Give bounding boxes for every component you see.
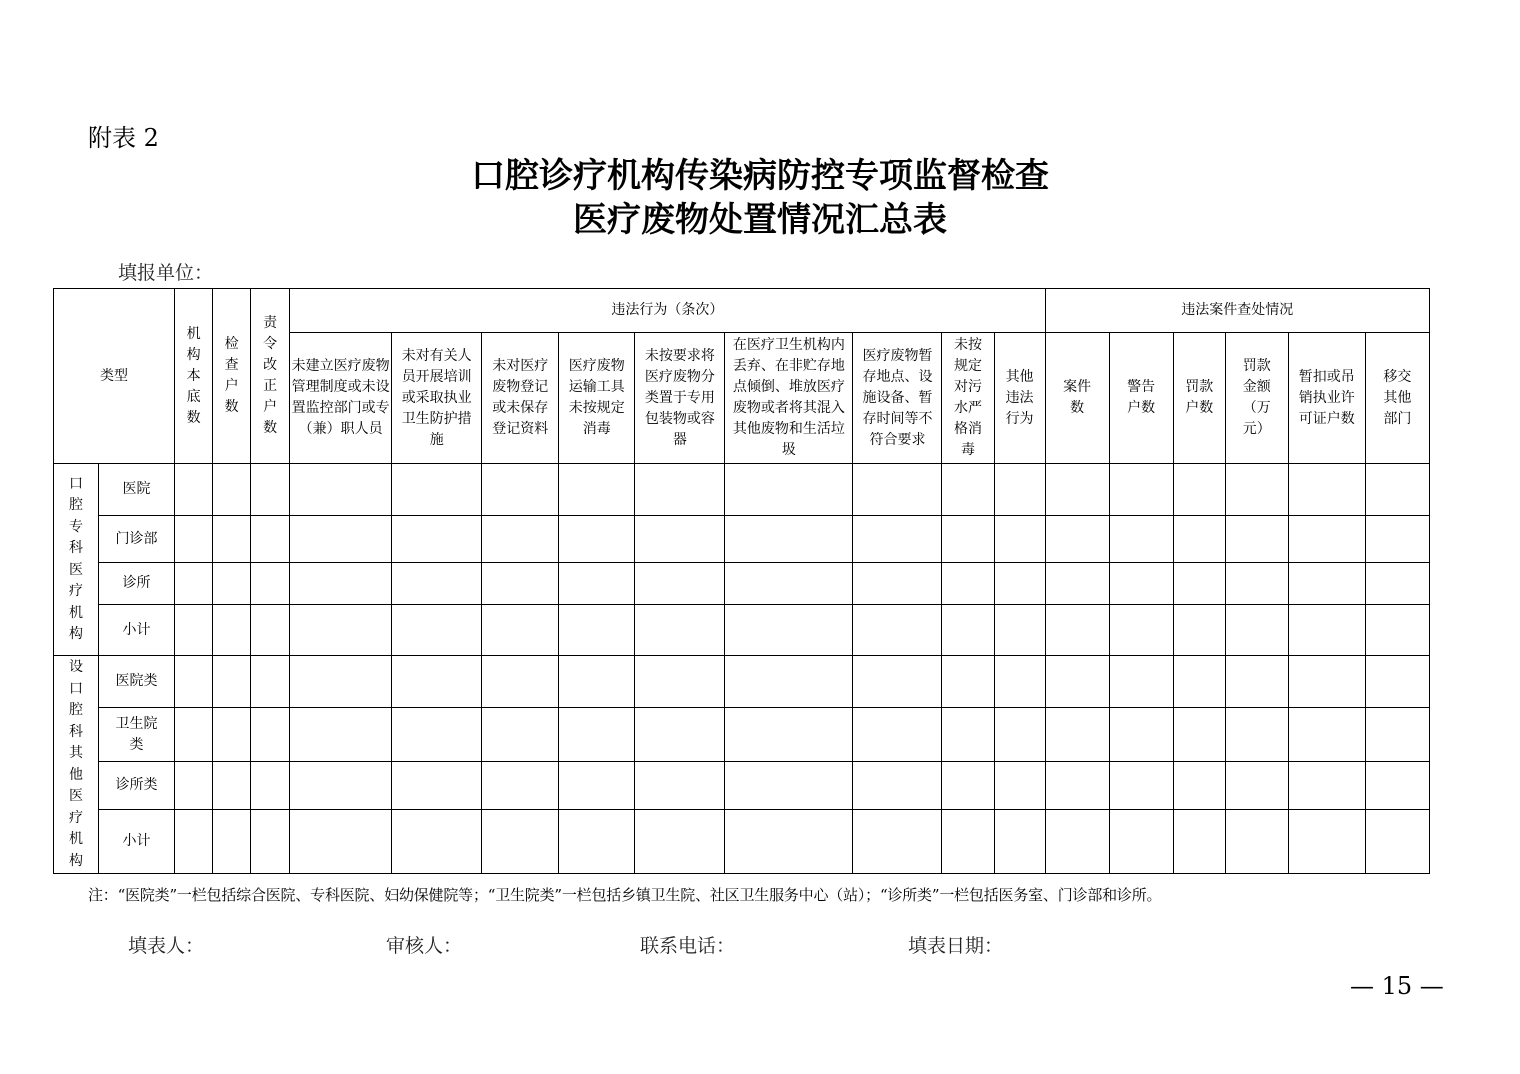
table-cell bbox=[482, 516, 559, 563]
table-cell bbox=[290, 464, 392, 516]
table-cell bbox=[175, 656, 213, 708]
table-cell bbox=[251, 563, 290, 605]
violations-header: 违法行为（条次） bbox=[290, 289, 1046, 333]
table-cell bbox=[942, 708, 994, 762]
table-cell bbox=[635, 762, 725, 810]
table-cell bbox=[725, 563, 853, 605]
table-cell bbox=[213, 563, 251, 605]
row-label: 诊所 bbox=[99, 563, 175, 605]
table-cell bbox=[942, 464, 994, 516]
filler-label: 填表人： bbox=[128, 935, 205, 957]
table-cell bbox=[482, 810, 559, 874]
table-cell bbox=[290, 563, 392, 605]
table-cell bbox=[213, 810, 251, 874]
table-cell bbox=[725, 464, 853, 516]
violation-header: 在医疗卫生机构内丢弃、在非贮存地点倾倒、堆放医疗废物或者将其混入其他废物和生活垃圾 bbox=[725, 333, 853, 464]
table-cell bbox=[251, 464, 290, 516]
table-cell bbox=[290, 656, 392, 708]
table-cell bbox=[1109, 762, 1173, 810]
table-cell bbox=[1109, 605, 1173, 656]
table-cell bbox=[994, 708, 1045, 762]
table-cell bbox=[853, 762, 942, 810]
table-cell bbox=[482, 762, 559, 810]
table-cell bbox=[1225, 516, 1288, 563]
table-cell bbox=[175, 762, 213, 810]
table-row bbox=[54, 563, 1430, 605]
table-cell bbox=[1109, 708, 1173, 762]
table-cell bbox=[1173, 516, 1225, 563]
table-cell bbox=[175, 516, 213, 563]
row-label: 医院 bbox=[99, 464, 175, 516]
table-cell bbox=[392, 563, 482, 605]
table-cell bbox=[392, 656, 482, 708]
table-cell bbox=[1045, 464, 1109, 516]
table-cell bbox=[482, 605, 559, 656]
table-cell bbox=[994, 656, 1045, 708]
table-cell bbox=[559, 810, 635, 874]
table-cell bbox=[392, 762, 482, 810]
table-cell bbox=[1365, 605, 1429, 656]
table-cell bbox=[853, 810, 942, 874]
table-cell bbox=[635, 516, 725, 563]
table-cell bbox=[853, 605, 942, 656]
table-cell bbox=[635, 605, 725, 656]
table-cell bbox=[175, 563, 213, 605]
table-cell bbox=[942, 516, 994, 563]
case-header: 罚款户数 bbox=[1173, 333, 1225, 464]
row-label: 诊所类 bbox=[99, 762, 175, 810]
case-header: 暂扣或吊销执业许可证户数 bbox=[1288, 333, 1365, 464]
reviewer-label: 审核人： bbox=[386, 935, 463, 957]
table-cell bbox=[725, 810, 853, 874]
table-row bbox=[54, 708, 1430, 762]
table-cell bbox=[1225, 762, 1288, 810]
table-cell bbox=[635, 810, 725, 874]
table-row bbox=[54, 656, 1430, 708]
table-cell bbox=[1109, 656, 1173, 708]
table-cell bbox=[1225, 708, 1288, 762]
violation-header: 未对医疗废物登记或未保存登记资料 bbox=[482, 333, 559, 464]
table-cell bbox=[1045, 516, 1109, 563]
table-cell bbox=[1365, 762, 1429, 810]
table-cell bbox=[725, 762, 853, 810]
phone-label: 联系电话： bbox=[640, 935, 736, 957]
table-cell bbox=[290, 605, 392, 656]
reporting-unit-label: 填报单位： bbox=[118, 262, 214, 284]
summary-table bbox=[53, 288, 1430, 874]
table-cell bbox=[1288, 656, 1365, 708]
table-cell bbox=[392, 810, 482, 874]
table-cell bbox=[290, 708, 392, 762]
table-cell bbox=[392, 516, 482, 563]
table-cell bbox=[1225, 656, 1288, 708]
violation-header: 未按规定对污水严格消毒 bbox=[942, 333, 994, 464]
table-cell bbox=[559, 708, 635, 762]
table-cell bbox=[482, 708, 559, 762]
violation-header: 未按要求将医疗废物分类置于专用包装物或容器 bbox=[635, 333, 725, 464]
table-cell bbox=[482, 563, 559, 605]
table-cell bbox=[635, 563, 725, 605]
table-cell bbox=[251, 810, 290, 874]
table-cell bbox=[213, 762, 251, 810]
table-cell bbox=[251, 656, 290, 708]
table-cell bbox=[635, 656, 725, 708]
table-cell bbox=[392, 464, 482, 516]
group-label-other-institutions: 设口腔科其他医疗机构 bbox=[54, 656, 99, 874]
table-cell bbox=[1045, 605, 1109, 656]
table-cell bbox=[1173, 605, 1225, 656]
table-cell bbox=[1288, 605, 1365, 656]
table-cell bbox=[251, 516, 290, 563]
table-cell bbox=[213, 605, 251, 656]
table-cell bbox=[482, 464, 559, 516]
date-label: 填表日期： bbox=[908, 935, 1004, 957]
table-cell bbox=[1045, 762, 1109, 810]
table-cell bbox=[1365, 656, 1429, 708]
table-cell bbox=[725, 605, 853, 656]
violation-header: 医疗废物暂存地点、设施设备、暂存时间等不符合要求 bbox=[853, 333, 942, 464]
table-cell bbox=[1173, 464, 1225, 516]
violation-header: 未对有关人员开展培训或采取执业卫生防护措施 bbox=[392, 333, 482, 464]
table-cell bbox=[942, 656, 994, 708]
row-label: 小计 bbox=[99, 605, 175, 656]
table-cell bbox=[290, 516, 392, 563]
table-cell bbox=[392, 708, 482, 762]
table-cell bbox=[175, 810, 213, 874]
cases-header: 违法案件查处情况 bbox=[1045, 289, 1429, 333]
page-title-line1: 口腔诊疗机构传染病防控专项监督检查 bbox=[471, 156, 1049, 196]
table-cell bbox=[635, 708, 725, 762]
table-cell bbox=[1225, 605, 1288, 656]
header-row-1 bbox=[54, 289, 1430, 333]
table-cell bbox=[853, 708, 942, 762]
table-cell bbox=[1288, 810, 1365, 874]
table-cell bbox=[994, 762, 1045, 810]
table-cell bbox=[1288, 708, 1365, 762]
table-cell bbox=[251, 605, 290, 656]
table-row bbox=[54, 810, 1430, 874]
table-row bbox=[54, 605, 1430, 656]
table-cell bbox=[213, 656, 251, 708]
table-cell bbox=[1365, 810, 1429, 874]
col-inspected-header: 检查户数 bbox=[213, 289, 251, 464]
table-cell bbox=[1173, 810, 1225, 874]
table-cell bbox=[942, 605, 994, 656]
table-cell bbox=[1045, 708, 1109, 762]
table-cell bbox=[175, 708, 213, 762]
table-cell bbox=[942, 810, 994, 874]
table-cell bbox=[853, 563, 942, 605]
row-label: 医院类 bbox=[99, 656, 175, 708]
col-institutions-header: 机构本底数 bbox=[175, 289, 213, 464]
table-cell bbox=[1173, 563, 1225, 605]
appendix-label: 附表 2 bbox=[88, 124, 159, 152]
table-cell bbox=[559, 656, 635, 708]
table-cell bbox=[994, 563, 1045, 605]
table-cell bbox=[853, 464, 942, 516]
table-cell bbox=[725, 516, 853, 563]
table-cell bbox=[942, 762, 994, 810]
table-row bbox=[54, 762, 1430, 810]
table-row bbox=[54, 516, 1430, 563]
table-cell bbox=[994, 464, 1045, 516]
type-header: 类型 bbox=[54, 289, 175, 464]
violation-header: 其他违法行为 bbox=[994, 333, 1045, 464]
table-cell bbox=[559, 516, 635, 563]
table-cell bbox=[1365, 563, 1429, 605]
table-cell bbox=[1225, 563, 1288, 605]
table-cell bbox=[213, 464, 251, 516]
table-cell bbox=[559, 762, 635, 810]
table-cell bbox=[1045, 563, 1109, 605]
col-rectify-header: 责令改正户数 bbox=[251, 289, 290, 464]
case-header: 罚款金额（万元） bbox=[1225, 333, 1288, 464]
table-cell bbox=[1109, 563, 1173, 605]
table-cell bbox=[290, 810, 392, 874]
table-cell bbox=[725, 656, 853, 708]
table-cell bbox=[1109, 516, 1173, 563]
table-cell bbox=[1045, 810, 1109, 874]
table-cell bbox=[290, 762, 392, 810]
table-cell bbox=[1045, 656, 1109, 708]
table-cell bbox=[1288, 762, 1365, 810]
row-label: 小计 bbox=[99, 810, 175, 874]
table-cell bbox=[1288, 464, 1365, 516]
table-cell bbox=[1173, 708, 1225, 762]
table-cell bbox=[1365, 708, 1429, 762]
table-cell bbox=[853, 656, 942, 708]
table-cell bbox=[213, 516, 251, 563]
table-note: 注：“医院类”一栏包括综合医院、专科医院、妇幼保健院等；“卫生院类”一栏包括乡镇卫生院、社区卫生服务中心（站）；“诊所类”一栏包括医务室、门诊部和诊所。 bbox=[88, 886, 1162, 904]
table-cell bbox=[213, 708, 251, 762]
table-cell bbox=[994, 605, 1045, 656]
violation-header: 未建立医疗废物管理制度或未设置监控部门或专（兼）职人员 bbox=[290, 333, 392, 464]
table-cell bbox=[482, 656, 559, 708]
table-cell bbox=[635, 464, 725, 516]
table-cell bbox=[1109, 810, 1173, 874]
table-row bbox=[54, 464, 1430, 516]
table-cell bbox=[1288, 516, 1365, 563]
case-header: 警告户数 bbox=[1109, 333, 1173, 464]
table-cell bbox=[559, 563, 635, 605]
table-cell bbox=[175, 605, 213, 656]
table-cell bbox=[1365, 516, 1429, 563]
page-number: — 15 — bbox=[1350, 972, 1444, 1000]
table-cell bbox=[1225, 464, 1288, 516]
group-label-dental-specialty: 口腔专科医疗机构 bbox=[54, 464, 99, 656]
table-cell bbox=[1225, 810, 1288, 874]
table-cell bbox=[994, 516, 1045, 563]
table-cell bbox=[942, 563, 994, 605]
case-header: 案件数 bbox=[1045, 333, 1109, 464]
table-cell bbox=[1173, 656, 1225, 708]
table-cell bbox=[1109, 464, 1173, 516]
case-header: 移交其他部门 bbox=[1365, 333, 1429, 464]
table-cell bbox=[853, 516, 942, 563]
table-cell bbox=[559, 464, 635, 516]
table-cell bbox=[1288, 563, 1365, 605]
row-label: 门诊部 bbox=[99, 516, 175, 563]
table-cell bbox=[175, 464, 213, 516]
table-cell bbox=[1365, 464, 1429, 516]
table-cell bbox=[994, 810, 1045, 874]
page-title-line2: 医疗废物处置情况汇总表 bbox=[573, 200, 947, 240]
table-cell bbox=[1173, 762, 1225, 810]
table-cell bbox=[251, 708, 290, 762]
row-label: 卫生院类 bbox=[99, 708, 175, 762]
table-cell bbox=[251, 762, 290, 810]
violation-header: 医疗废物运输工具未按规定消毒 bbox=[559, 333, 635, 464]
table-cell bbox=[725, 708, 853, 762]
table-cell bbox=[559, 605, 635, 656]
table-cell bbox=[392, 605, 482, 656]
